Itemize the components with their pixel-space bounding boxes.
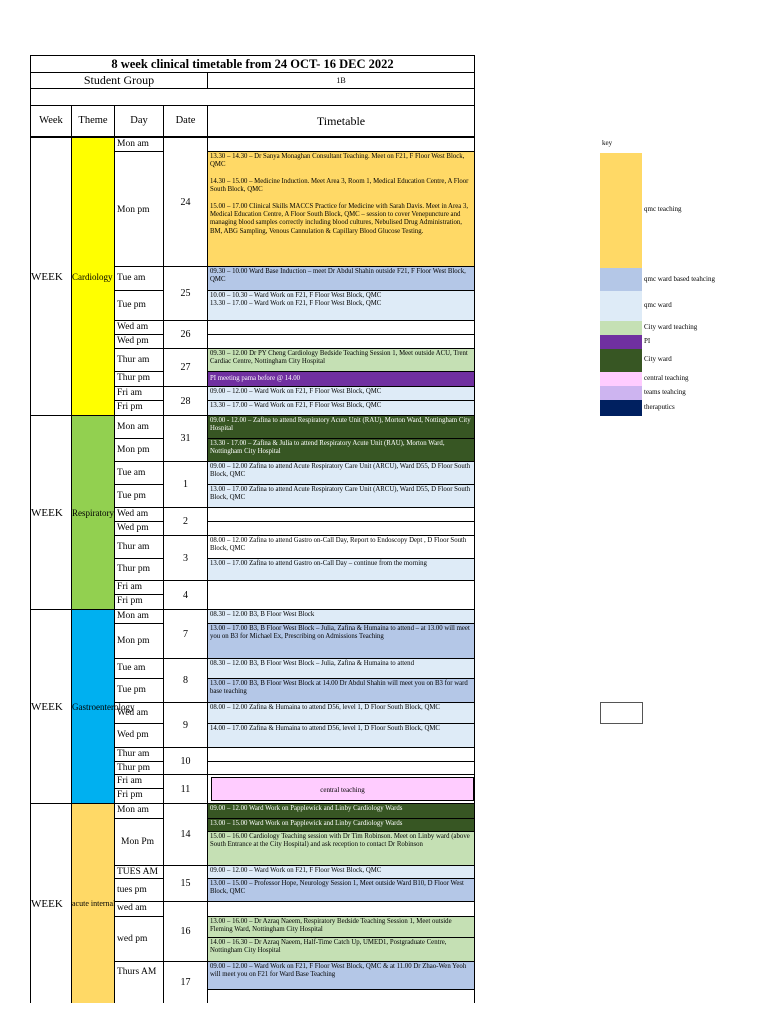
- date-cell: 1: [163, 461, 208, 508]
- timetable-entry: [207, 151, 475, 267]
- date-cell: 28: [163, 386, 208, 416]
- day-cell: Thurs AM: [114, 961, 164, 1003]
- entry-text: 10.00 – 10.30 – Ward Work on F21, F Floor West Block, QMC: [210, 292, 382, 299]
- day-cell: Fri pm: [114, 594, 164, 610]
- theme-gastroenterology: Gastroenterology: [71, 609, 115, 804]
- timetable-entry: 09.00 - 12.00 – Zafina to attend Respiratory Acute Unit (RAU), Morton Ward, Nottingham City Hospital: [207, 415, 475, 439]
- date-cell: 31: [163, 415, 208, 462]
- day-cell: Tue pm: [114, 678, 164, 703]
- timetable-entry: 09.00 – 12.00 – Ward Work on F21, F Floor West Block, QMC & at 11.00 Dr Zhao-Wen Yeoh will meet you on F21 for Ward Base Teaching: [207, 961, 475, 990]
- entry-text: 15.00 – 17.00 Clinical Skills MACCS Practice for Medicine with Sarah Davis. Meet in Area 3, Medical Education Centre, A Floor South Block, QMC – session to cover Venepuncture and managing blood samples correctly including blood cultures, Nebulised Drug Administration, BM, ABG Sampling, Venous Cannulation & Capillary Blood Glucose Testing.: [210, 202, 469, 235]
- day-cell: TUES AM: [114, 865, 164, 879]
- date-cell: 24: [163, 137, 208, 267]
- day-cell: Mon Pm: [114, 818, 164, 866]
- key-swatch: [600, 372, 642, 386]
- key-swatch: [600, 335, 642, 349]
- timetable-entry: 08.00 – 12.00 Zafina & Humaina to attend D56, level 1, D Floor South Block, QMC: [207, 702, 475, 724]
- day-cell: Fri pm: [114, 400, 164, 416]
- day-cell: Mon pm: [114, 151, 164, 267]
- timetable-empty: [207, 747, 475, 762]
- timetable-entry: 09.00 – 12.00 Zafina to attend Acute Respiratory Care Unit (ARCU), Ward D55, D Floor South Block, QMC: [207, 461, 475, 485]
- day-cell: Wed am: [114, 507, 164, 522]
- spacer-row: [30, 88, 475, 106]
- timetable-entry: [207, 290, 475, 321]
- timetable-entry: 08.30 – 12.00 B3, B Floor West Block: [207, 609, 475, 624]
- timetable-empty: [207, 901, 475, 917]
- timetable-empty: [207, 580, 475, 610]
- day-cell: Tue am: [114, 658, 164, 679]
- date-cell: 7: [163, 609, 208, 659]
- day-cell: Mon am: [114, 137, 164, 152]
- week-label: WEEK: [30, 415, 72, 610]
- timetable-entry: 13.00 – 17.00 Zafina to attend Acute Respiratory Care Unit (ARCU), Ward D55, D Floor South Block, QMC: [207, 484, 475, 508]
- day-cell: Fri am: [114, 386, 164, 401]
- empty-box: [600, 702, 643, 724]
- timetable-entry: 13.00 – 16.00 – Dr Azraq Naeem, Respiratory Bedside Teaching Session 1, Meet outside Fleming Ward, Nottingham City Hospital: [207, 916, 475, 938]
- key-label: theraputics: [644, 403, 675, 411]
- timetable-empty: [207, 137, 475, 152]
- entry-text: 13.30 – 17.00 – Ward Work on F21, F Floor West Block, QMC: [210, 300, 382, 308]
- date-cell: 11: [163, 774, 208, 804]
- timetable-title: 8 week clinical timetable from 24 OCT- 16 DEC 2022: [30, 55, 475, 73]
- day-cell: Thur pm: [114, 371, 164, 387]
- theme-acute-internal: acute internal: [71, 803, 115, 1003]
- timetable-entry: 09.00 – 12.00 – Ward Work on F21, F Floor West Block, QMC: [207, 386, 475, 401]
- theme-respiratory: Respiratory: [71, 415, 115, 610]
- day-cell: Wed pm: [114, 334, 164, 349]
- timetable-entry: central teaching: [211, 777, 474, 801]
- week-label: WEEK: [30, 803, 72, 1003]
- day-cell: Thur am: [114, 348, 164, 372]
- date-cell: 8: [163, 658, 208, 703]
- timetable-entry: 13.00 – 17.00 B3, B Floor West Block – Julia, Zafina & Humaina to attend – at 13.00 will meet you on B3 for Michael Ex, Prescribing on Admissions Teaching: [207, 623, 475, 659]
- date-cell: 15: [163, 865, 208, 902]
- day-cell: Tue am: [114, 461, 164, 485]
- timetable-entry: 13.00 – 17.00 B3, B Floor West Block at 14.00 Dr Abdul Shahin will meet you on B3 for ward base teaching: [207, 678, 475, 703]
- day-cell: Mon am: [114, 803, 164, 819]
- entry-text: 13.30 – 14.30 – Dr Sanya Monaghan Consultant Teaching. Meet on F21, F Floor West Block, QMC: [210, 153, 465, 169]
- day-cell: wed pm: [114, 916, 164, 962]
- timetable-entry: 13.00 – 17.00 Zafina to attend Gastro on-Call Day – continue from the morning: [207, 558, 475, 581]
- student-group-label: Student Group: [30, 72, 208, 89]
- timetable-empty: [207, 521, 475, 536]
- central-teaching-block: [207, 774, 475, 804]
- key-label: qmc teaching: [644, 205, 682, 213]
- day-cell: Wed am: [114, 320, 164, 335]
- date-cell: 10: [163, 747, 208, 775]
- key-label: City ward teaching: [644, 323, 698, 331]
- date-cell: 4: [163, 580, 208, 610]
- timetable-entry: 09.00 – 12.00 Ward Work on Papplewick and Linby Cardiology Wards: [207, 803, 475, 819]
- key-label: qmc ward: [644, 301, 672, 309]
- day-cell: Thur am: [114, 747, 164, 762]
- day-cell: Mon am: [114, 609, 164, 624]
- day-cell: Tue pm: [114, 290, 164, 321]
- date-cell: 26: [163, 320, 208, 349]
- timetable-entry: 14.00 – 16.30 – Dr Azraq Naeem, Half-Time Catch Up, UMED1, Postgraduate Centre, Nottingham City Hospital: [207, 937, 475, 962]
- day-cell: Thur pm: [114, 558, 164, 581]
- key-swatch: [600, 268, 642, 291]
- timetable-empty: [207, 989, 475, 1003]
- day-cell: Fri am: [114, 774, 164, 789]
- timetable-empty: [207, 761, 475, 775]
- week-label: WEEK: [30, 137, 72, 416]
- date-cell: 9: [163, 702, 208, 748]
- header-date: Date: [163, 105, 208, 137]
- key-label: teams teahcing: [644, 388, 686, 396]
- timetable-empty: [207, 507, 475, 522]
- day-cell: Mon pm: [114, 438, 164, 462]
- key-label: qmc ward based teahcing: [644, 275, 715, 283]
- timetable-entry: 09.30 – 10.00 Ward Base Induction – meet Dr Abdul Shahin outside F21, F Floor West Block, QMC: [207, 266, 475, 291]
- timetable-entry: 13.00 – 15.00 – Professor Hope, Neurology Session 1, Meet outside Ward B10, D Floor West Block, QMC: [207, 878, 475, 902]
- timetable-entry: 08.00 – 12.00 Zafina to attend Gastro on-Call Day, Report to Endoscopy Dept , D Floor South Block, QMC: [207, 535, 475, 559]
- date-cell: 16: [163, 901, 208, 962]
- day-cell: wed am: [114, 901, 164, 917]
- date-cell: 25: [163, 266, 208, 321]
- timetable-entry: 13.30 - 17.00 – Zafina & Julia to attend Respiratory Acute Unit (RAU), Morton Ward, Nottingham City Hospital: [207, 438, 475, 462]
- timetable-entry: 08.30 – 12.00 B3, B Floor West Block – Julia, Zafina & Humaina to attend: [207, 658, 475, 679]
- key-title: key: [602, 139, 613, 147]
- header-day: Day: [114, 105, 164, 137]
- key-label: PI: [644, 337, 651, 345]
- date-cell: 27: [163, 348, 208, 387]
- day-cell: Thur am: [114, 535, 164, 559]
- timetable-entry: PI meeting pama before @ 14.00: [207, 371, 475, 387]
- week-label: WEEK: [30, 609, 72, 804]
- day-cell: Thur pm: [114, 761, 164, 775]
- timetable-entry: 13.30 – 17.00 – Ward Work on F21, F Floor West Block, QMC: [207, 400, 475, 416]
- day-cell: Fri am: [114, 580, 164, 595]
- key-swatch: [600, 321, 642, 335]
- day-cell: Tue am: [114, 266, 164, 291]
- header-timetable: Timetable: [207, 105, 475, 137]
- day-cell: Mon pm: [114, 623, 164, 659]
- key-swatch: [600, 386, 642, 400]
- header-week: Week: [30, 105, 72, 137]
- day-cell: Wed pm: [114, 521, 164, 536]
- day-cell: Wed pm: [114, 723, 164, 748]
- day-cell: Tue pm: [114, 484, 164, 508]
- day-cell: Wed am: [114, 702, 164, 724]
- timetable-entry: 09.30 – 12.00 Dr PY Cheng Cardiology Bedside Teaching Session 1, Meet outside ACU, Trent Cardiac Centre, Nottingham City Hospital: [207, 348, 475, 372]
- timetable-entry: 14.00 – 17.00 Zafina & Humaina to attend D56, level 1, D Floor South Block, QMC: [207, 723, 475, 748]
- key-swatch: [600, 291, 642, 321]
- key-swatch: [600, 153, 642, 268]
- date-cell: 14: [163, 803, 208, 866]
- student-group-value: 1B: [207, 72, 475, 89]
- key-label: central teaching: [644, 374, 689, 382]
- timetable-entry: 15.00 – 16.00 Cardiology Teaching session with Dr Tim Robinson. Meet on Linby ward (above South Entrance at the City Hospital) and ask reception to contact Dr Robinson: [207, 831, 475, 866]
- timetable-empty: [207, 320, 475, 335]
- key-swatch: [600, 349, 642, 372]
- day-cell: tues pm: [114, 878, 164, 902]
- date-cell: 3: [163, 535, 208, 581]
- day-cell: Mon am: [114, 415, 164, 439]
- timetable-entry: 13.00 – 15.00 Ward Work on Papplewick and Linby Cardiology Wards: [207, 818, 475, 832]
- theme-cardiology: Cardiology: [71, 137, 115, 416]
- key-label: City ward: [644, 355, 672, 363]
- header-theme: Theme: [71, 105, 115, 137]
- date-cell: 17: [163, 961, 208, 1003]
- day-cell: Fri pm: [114, 788, 164, 804]
- timetable-empty: [207, 334, 475, 349]
- key-swatch: [600, 400, 642, 416]
- timetable-entry: 09.00 – 12.00 – Ward Work on F21, F Floor West Block, QMC: [207, 865, 475, 879]
- entry-text: 14.30 – 15.00 – Medicine Induction. Meet Area 3, Room 1, Medical Education Centre, A Floor South Block, QMC: [210, 177, 469, 194]
- date-cell: 2: [163, 507, 208, 536]
